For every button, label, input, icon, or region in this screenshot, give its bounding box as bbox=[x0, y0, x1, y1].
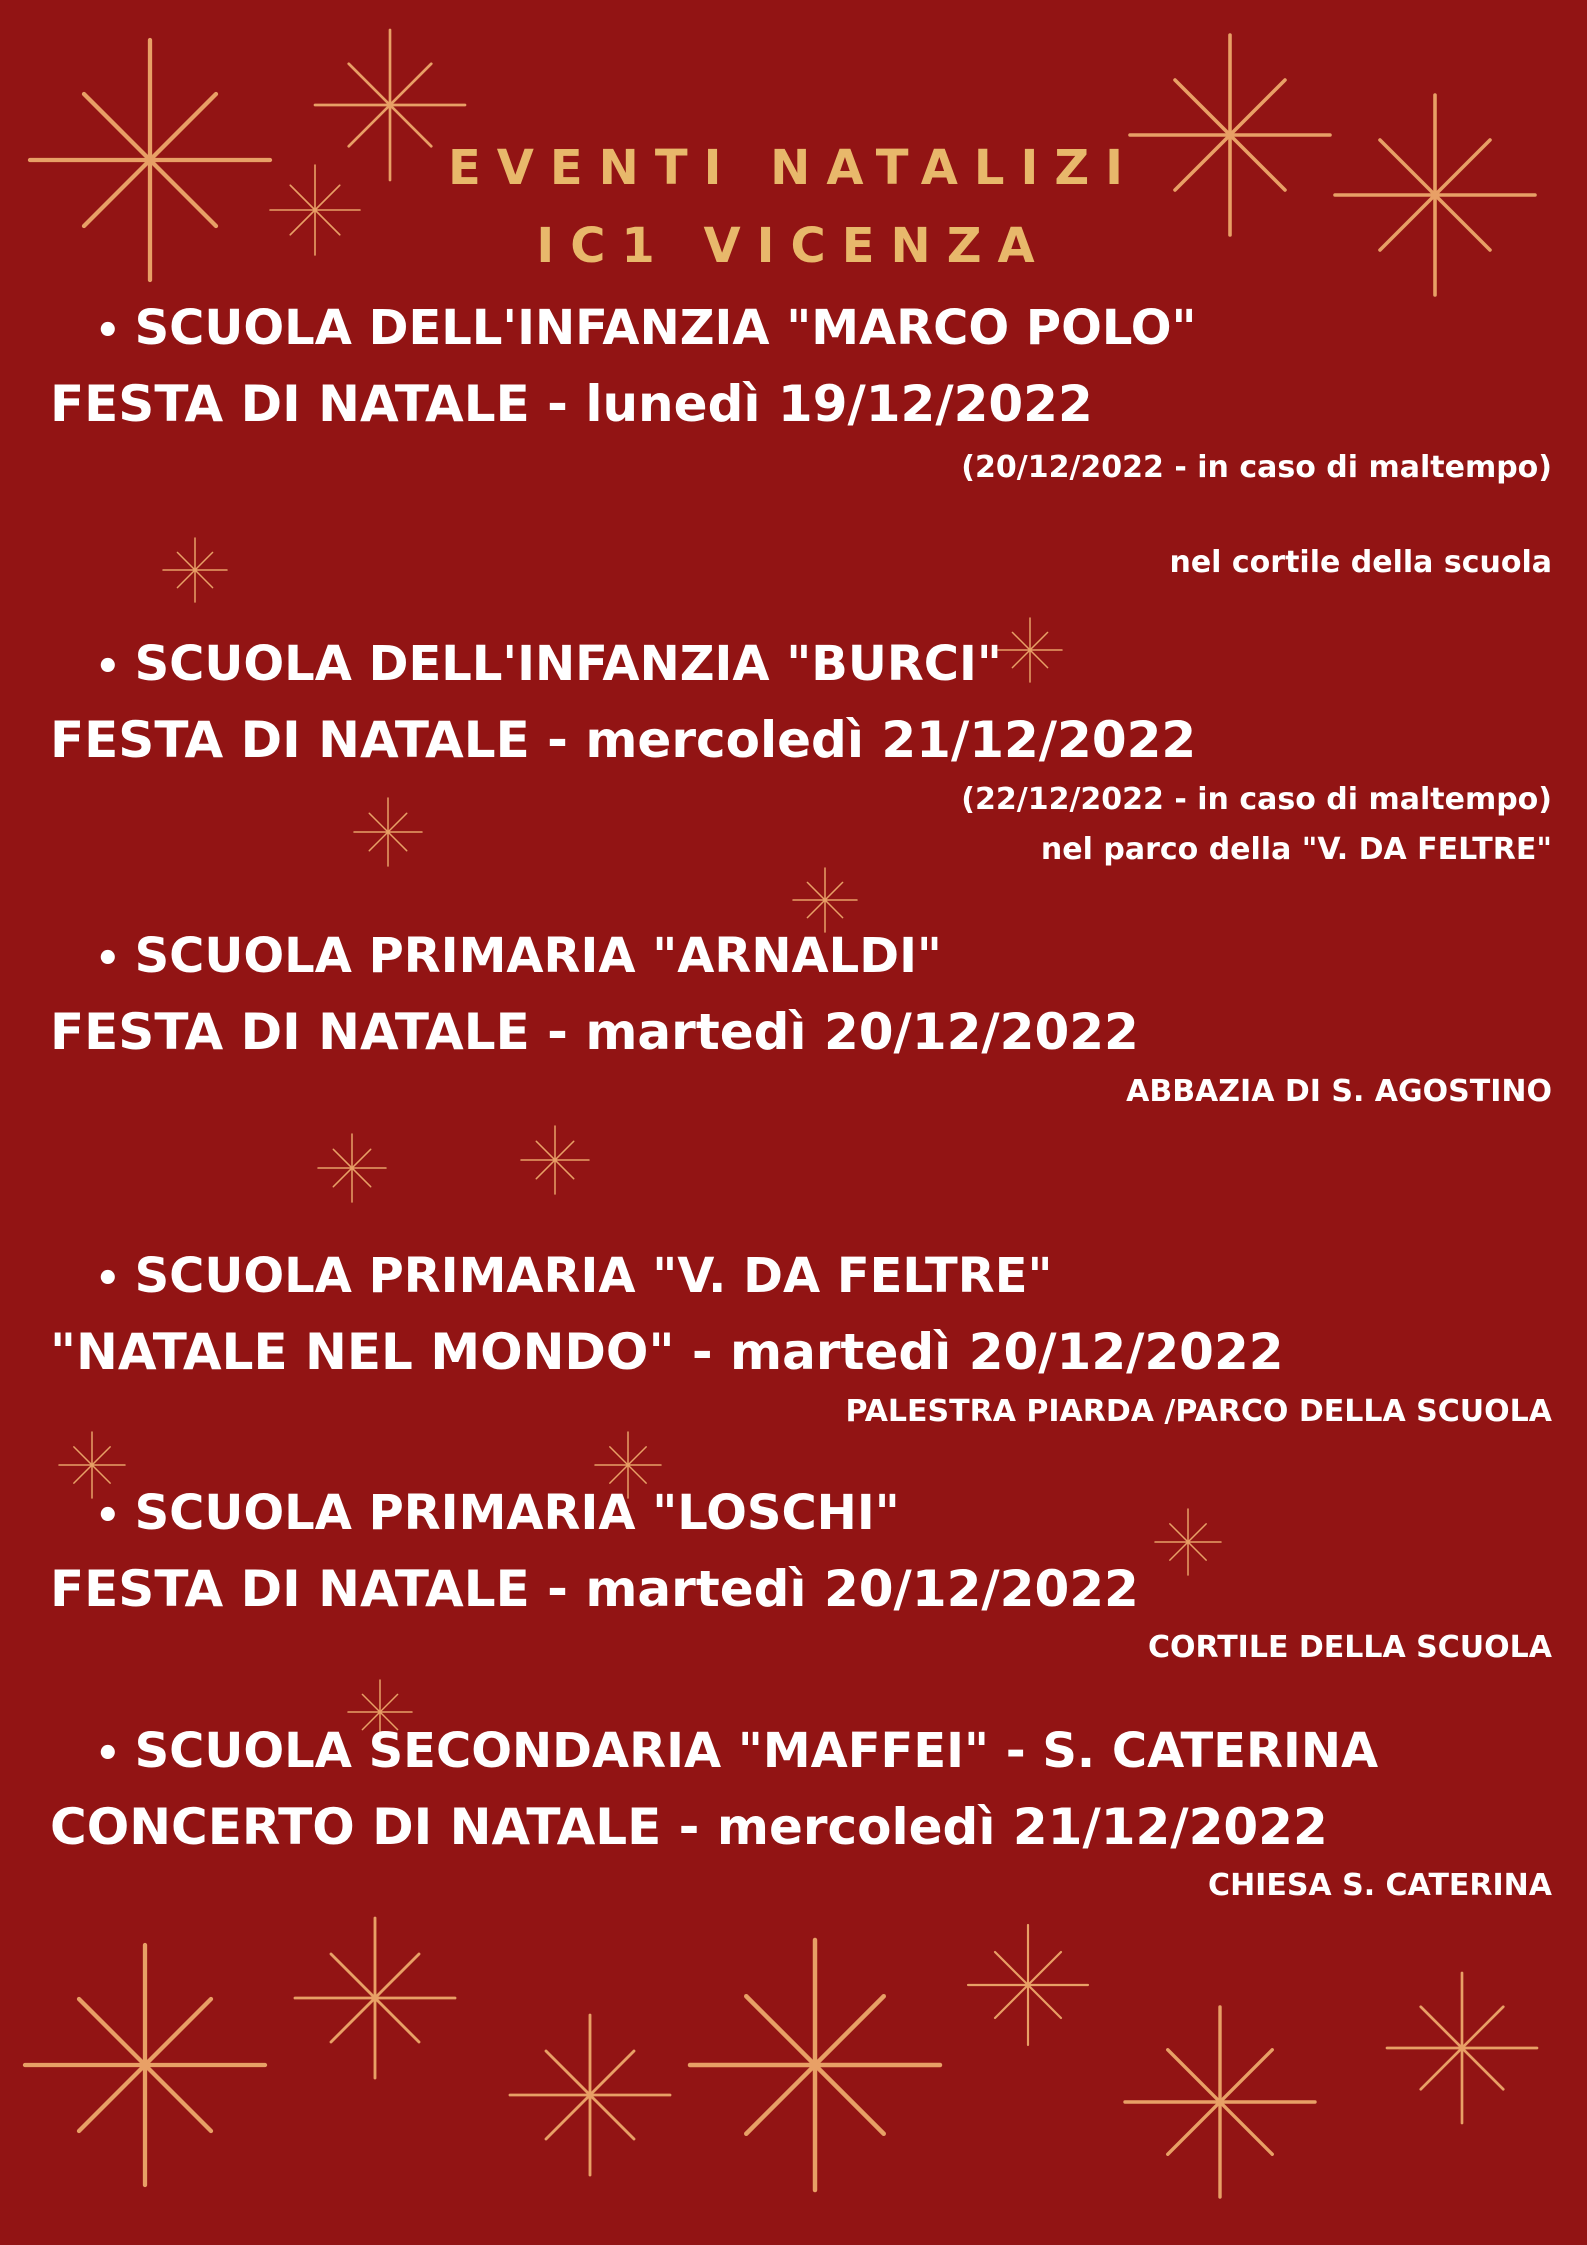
event-3-school bbox=[95, 928, 942, 984]
sparkle-star-icon bbox=[318, 1134, 386, 1202]
sparkle-star-icon bbox=[690, 1940, 940, 2190]
event-1-location: nel cortile della scuola bbox=[1169, 545, 1552, 580]
sparkle-star-icon bbox=[354, 798, 422, 866]
sparkle-star-icon bbox=[998, 618, 1062, 682]
event-2-location: nel parco della "V. DA FELTRE" bbox=[1040, 832, 1552, 867]
sparkle-star-icon bbox=[521, 1126, 589, 1194]
event-1-rain-date: (20/12/2022 - in caso di maltempo) bbox=[961, 450, 1552, 485]
event-4-title: "NATALE NEL MONDO" - martedì 20/12/2022 bbox=[50, 1323, 1284, 1381]
sparkle-star-icon bbox=[1130, 35, 1330, 235]
event-5-location: CORTILE DELLA SCUOLA bbox=[1147, 1630, 1552, 1665]
bullet-icon: • bbox=[95, 1731, 121, 1777]
event-4-school bbox=[95, 1248, 1053, 1304]
event-3-title: FESTA DI NATALE - martedì 20/12/2022 bbox=[50, 1003, 1139, 1061]
event-1-title: FESTA DI NATALE - lunedì 19/12/2022 bbox=[50, 375, 1093, 433]
bullet-icon: • bbox=[95, 308, 121, 354]
event-2-school-label: SCUOLA DELL'INFANZIA "BURCI" bbox=[134, 636, 1002, 692]
event-4-location: PALESTRA PIARDA /PARCO DELLA SCUOLA bbox=[845, 1394, 1552, 1429]
sparkle-star-icon bbox=[1387, 1973, 1537, 2123]
event-6-location: CHIESA S. CATERINA bbox=[1208, 1868, 1552, 1903]
sparkle-star-icon bbox=[1125, 2007, 1315, 2197]
poster-subtitle: IC1 VICENZA bbox=[536, 218, 1051, 274]
event-1-school-label: SCUOLA DELL'INFANZIA "MARCO POLO" bbox=[134, 300, 1197, 356]
bullet-icon: • bbox=[95, 1256, 121, 1302]
event-2-rain-date: (22/12/2022 - in caso di maltempo) bbox=[961, 782, 1552, 817]
poster-title: EVENTI NATALIZI bbox=[447, 140, 1140, 196]
sparkle-star-icon bbox=[163, 538, 227, 602]
sparkle-star-icon bbox=[25, 1945, 265, 2185]
event-6-school-label: SCUOLA SECONDARIA "MAFFEI" - S. CATERINA bbox=[134, 1723, 1379, 1779]
event-2-title: FESTA DI NATALE - mercoledì 21/12/2022 bbox=[50, 711, 1197, 769]
bullet-icon: • bbox=[95, 644, 121, 690]
event-5-school bbox=[95, 1485, 900, 1541]
bullet-icon: • bbox=[95, 936, 121, 982]
event-1-school bbox=[95, 300, 1197, 356]
sparkle-star-icon bbox=[295, 1918, 455, 2078]
event-4-school-label: SCUOLA PRIMARIA "V. DA FELTRE" bbox=[134, 1248, 1053, 1304]
event-3-school-label: SCUOLA PRIMARIA "ARNALDI" bbox=[134, 928, 942, 984]
bullet-icon: • bbox=[95, 1493, 121, 1539]
event-5-title: FESTA DI NATALE - martedì 20/12/2022 bbox=[50, 1560, 1139, 1618]
sparkle-star-icon bbox=[793, 868, 857, 932]
sparkle-star-icon bbox=[968, 1925, 1088, 2045]
event-3-location: ABBAZIA DI S. AGOSTINO bbox=[1126, 1074, 1552, 1109]
sparkle-star-icon bbox=[510, 2015, 670, 2175]
event-5-school-label: SCUOLA PRIMARIA "LOSCHI" bbox=[134, 1485, 900, 1541]
sparkle-star-icon bbox=[1155, 1509, 1221, 1575]
event-2-school bbox=[95, 636, 1002, 692]
event-6-school bbox=[95, 1723, 1378, 1779]
event-6-title: CONCERTO DI NATALE - mercoledì 21/12/2022 bbox=[50, 1798, 1328, 1856]
